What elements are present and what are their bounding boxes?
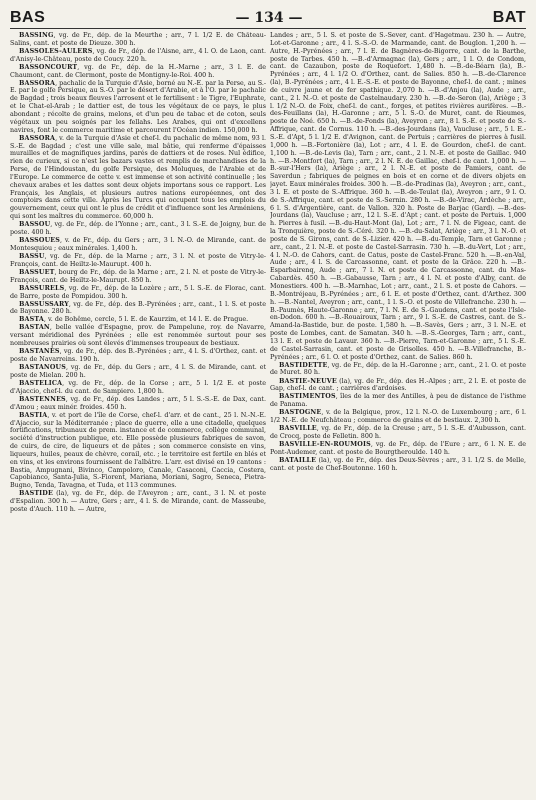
entry-text: , pachalic de la Turquie d'Asie, borné au N.-E. par la Perse, au S.-E. par le golfe Persique, au S.-O. par le désert d'Arabie, et à l'O. par le pachalic de Bagdad ; trois beaux fleuves l'arrosent et le fertilisent : le Tigre, l'Euphrate, et le Chat-el-Arab ; le dattier est, de tous les végétaux de ce pays, le plus abondant ; récolte de grains, melons, et d'un peu de tabac et de coton, seuls végétaux un peu soignés par les fellahs. Les Arabes, qui ont d'excellens navires, font le commerce maritime et parcourent l'Océan indien. 150,000 h. <box>10 79 266 134</box>
entry-headword: BASSORA <box>19 79 56 87</box>
entry-text: , vg. de Fr., dép. de la Corse ; arr., 5 l. 1/2 E. et poste d'Ajaccio, chef-l. du cant. de Sampiero. 1,800 h. <box>10 379 266 395</box>
dictionary-entry <box>10 269 266 285</box>
dictionary-entry <box>10 221 266 237</box>
dictionary-entry <box>10 412 266 490</box>
entry-headword: BASSU <box>19 252 45 260</box>
entry-headword: BASSURELS <box>19 284 65 292</box>
dictionary-entry <box>270 393 526 409</box>
entry-headword: BASTANOUS <box>19 364 66 372</box>
entry-text: , vg. de Fr., dép. de la Creuse ; arr., 5 l. S.-E. d'Aubusson, cant. de Crocq, poste de Felletin. 800 h. <box>270 425 526 440</box>
dictionary-entry <box>270 457 526 473</box>
entry-headword: BASTENNES <box>19 395 66 403</box>
page-number: — 134 — <box>235 10 303 26</box>
entry-text: , vg. de Fr., dép. des B.-Pyrénées ; arr., cant., 1 l. S. et poste de Bayonne. 280 h. <box>10 300 266 316</box>
entry-headword: BASSONCOURT <box>19 63 78 71</box>
dictionary-entry <box>10 64 266 80</box>
dictionary-entry <box>10 80 266 135</box>
entry-text: Landes ; arr., 5 l. S. et poste de S.-Sever, cant. d'Hagetmau. 230 h. — Autre, Lot-et-Garonne ; arr., 4 l. S.-S.-O. de Marmande, cant. de Bouglon. 1,200 h. — Autre, H.-Pyrénées ; arr., 7 l. E. de Bagnères-de-Bigorre, cant. de la Barthe, poste de Tarbes. 450 h. —B.-d'Armagnac (la), Gers ; arr., 1 l. O. de Condom, cant. de Cazaubon, poste de Roquefort. 1,480 h. —B.-de-Béarn (la), B.-Pyrénées ; arr., 4 l. 1/2 O. d'Orthez, cant. de Salies. 850 h. —B.-de-Clarence (la), B.-Pyrénées ; arr., 4 l. E.-S.-E. et poste de Bayonne, chef-l. de cant. ; mines de cuivre jaune et de fer spathique. 2,070 h. —B.-d'Anjou (la), Aude ; arr., cant., 2 l. N.-O. et poste de Castelnaudary. 230 h. —B.-de-Seron (la), Ariège ; 3 l. 1/2 N.-O. de Foix, chef-l. de cant., forges, et petites rivières aurifères. —B.-des-Feuillans (la), H.-Garonne ; arr., 5 l. S.-O. de Muret, cant. de Rieumes, poste de Noé. 650 h. —B.-de-Fonds (la), Aveyron ; arr., 8 l. S.-E. et poste de S.-Affrique, cant. de Cornus. 110 h. —B.-des-Jourdans (la), Vaucluse ; arr., 5 l. E.-S.-E. d'Apt, 5 l. 1/2 E. d'Avignon, cant. de Pertuis ; carrières de pierres à fusil. 1,000 h. —B.-Fortonière (la), Lot ; arr., 4 l. E. de Gourdon, chef-l. de cant. 1,100 h. —B.-de-Levis (la), Tarn ; arr., cant., 2 l. N.-E. et poste de Gaillac. 940 h. —B.-Montfort (la), Tarn ; arr., 2 l. N. E. de Gaillac, chef-l. de cant. 1,000 h. —B.-sur-l'Hers (la), Ariège ; arr., 2 l. N.-E. et poste de Pamiers, cant. de Saverdun ; fabriques de peignes en bois et en corne et de divers objets en jayet. Eaux minérales froides. 300 h. —B.-de-Pradinas (la), Aveyron ; arr., cant., 3 l. E. et poste de S.-Affrique. 360 h. —B.-de-Teulat (la), Aveyron ; arr., 9 l. O. de S.-Affrique, cant. et poste de S.-Sernin. 280 h. —B.-de-Virac, Ardèche ; arr., 6 l. S. d'Argentière, cant. de Vallon. 320 h. Poste de Barjac (Gard). —B.-des-Jourdans (la), Vaucluse ; arr., 12 l. S.-E. d'Apt ; cant. et poste de Pertuis. 1,000 h. Pierres à fusil. —B.-du-Haut-Mont (la), Lot ; arr., 7 l. N. de Figeac, cant. de la Tronquière, poste de S.-Céré. 320 h. —B.-du-Salat, Ariège ; arr., 3 l. N.-O. et poste de S. Girons, cant. de S.-Lizier. 420 h. —B.-du-Temple, Tarn et Garonne ; arr., cant., 2 l. N.-E. et poste de Castel-Sarrasin. 730 h. —B.-du-Vert, Lot ; arr., 4 l. N.-O. de Cahors, cant. de Catus, poste de Castel-Franc. 520 h. —B.-en-Val, Aude ; arr., 4 l. S. de Carcassonne, cant. et poste de la Grâce. 220 h. —B.-Esparbairenq, Aude ; arr., 7 l. N. et poste de Carcassonne, cant. du Mas-Cabardès. 450 h. —B.-Gabausse, Tarn ; arr., 4 l. N. et poste d'Alby, cant. de Monestiers. 400 h. —B.-Marnhac, Lot ; arr., cant., 2 l. S. et poste de Cahors. —B.-Montréjeau, B.-Pyrénées ; arr., 6 l. E. et poste d'Orthez, cant. d'Arthez. 300 h. —B.-Nantel, Aveyron ; arr., cant., 1 l. S.-O. et poste de Villefranche. 230 h. —B.-Paumès, Haute-Garonne ; arr., 7 l. N. E. de S.-Gaudens, cant. et poste l'Isle-en-Dodon. 600 h. —B.-Rouairoux, Tarn ; arr., 9 l. S.-E. de Castres, cant. de S.-Amand-la-Bastide, bur. de poste. 1,580 h. —B.-Savès, Gers ; arr., 3 l. N.-E. et poste de Lombes, cant. de Samatan. 340 h. —B.-S.-Georges, Tarn ; arr., cant., 13 l. E. et poste de Lavaur. 360 h. —B.-Pierre, Tarn-et-Garonne ; arr., 5 l. S.-E. de Castel-Sarrasin, cant. et poste de Grisolles. 450 h. —B.-Villefranche, B.-Pyrénées ; arr., 6 l. O. et poste d'Orthez, cant. de Salies. 860 h. <box>270 32 526 361</box>
entry-text: , vg. de Fr., dép. de la H.-Garonne ; arr., cant., 2 l. O. et poste de Muret. 80 h. <box>270 361 526 377</box>
entry-text: , v. de la Turquie d'Asie et chef-l. du pachalic de même nom, 93 l. S.-E. de Bagdad ; c'est une ville sale, mal bâtie, qui renferme d'épaisses murailles et de magnifiques jardins, parés de dattiers et de roses. Nul édifice, rien de curieux, si ce n'est les bazars vastes et remplis de marchandises de la Perse, de l'Hindoustan, du golfe Persique, des Moluques, de l'Arabie et de l'Europe. Le commerce de cette v. est immense et son activité continuelle ; les chevaux arabes et les dattes sont deux objets importans sous ce rapport. Les Français, les Anglais, et plusieurs autres nations européennes, ont des comptoirs dans cette ville. Après les Turcs qui occupent tous les emplois du gouvernement, ceux qui ont le plus de crédit et d'influence sont les Arméniens, qui sont les maîtres du commerce. 60,000 h. <box>10 134 266 221</box>
entry-text: , vg. de Fr., dép. de la Lozère ; arr., 5 l. S.-E. de Florac, cant. de Barre, poste de Pompidou. 300 h. <box>10 284 266 300</box>
dictionary-entry <box>10 237 266 253</box>
entry-headword: BASTIE-NEUVE <box>279 377 337 385</box>
dictionary-entry <box>10 490 266 514</box>
entry-headword: BASSING <box>19 32 54 39</box>
entry-text: , v. et port de l'île de Corse, chef-l. d'arr. et de cant., 25 l. N.-N.-E. d'Ajaccio, sur la Méditerranée ; place de guerre, elle a une citadelle, quelques fortifications, tribunaux de prem. instance et de commerce, collège communal, société d'instruction publique, etc. Elle possède plusieurs fabriques de savon, de cuirs, de cire, de liqueurs et de pâtes ; son commerce consiste en vins, liqueurs, huiles, peaux de chèvre, corail, etc. ; le territoire est fertile en blés et en vins, et les environs fournissent de l'albâtre. L'arr. est divisé en 19 cantons : Bastia, Ampugnani, Bivinco, Campoloro, Canale, Casaconi, Caccia, Costera, Capobianco, Santa-Julia, S.-Fiorent, Mariana, Moriani, Sagro, Seneca, Pietra-Bugno, Tenda, Tavagna, et Tuda, et 113 communes. <box>10 411 266 490</box>
entry-text: , v. de Fr., dép. du Gers ; arr., 3 l. N.-O. de Mirande, cant. de Montesquiou ; eaux minérales. 1,400 h. <box>10 237 266 252</box>
entry-headword: BASSOLES-AULERS <box>19 47 93 55</box>
entry-headword: BASSUET <box>19 268 55 276</box>
entry-text: , vg. de Fr., dép. de l'Aisne, arr., 4 l. O. de Laon, cant. d'Anisy-le-Château, poste de Coucy. 220 h. <box>10 47 266 63</box>
entry-headword: BASTIA <box>19 411 48 419</box>
dictionary-entry <box>10 396 266 412</box>
dictionary-entry <box>10 301 266 317</box>
entry-headword: BASSOUES <box>19 237 60 245</box>
entry-text: , vg. de Fr., dép. de la Meurthe ; arr., 7 l. 1/2 E. de Château-Salins, cant. et poste de Dieuze. 300 h. <box>10 32 266 47</box>
entry-text: , belle vallée d'Espagne, prov. de Pampelune, roy. de Navarre, versant méridional des Pyrénées ; elle est renommée surtout pour ses nombreuses prairies où sont élevés d'immenses troupeaux de bestiaux. <box>10 324 266 348</box>
dictionary-entry <box>270 32 526 361</box>
entry-text: , v. de Bohême, cercle, 5 l. E. de Kaurzim, et 14 l. E. de Prague. <box>43 316 249 324</box>
dictionary-entry <box>10 48 266 64</box>
entry-headword: BATAILLE <box>279 456 317 464</box>
header-right-word: BAT <box>492 9 526 26</box>
dictionary-entry <box>270 362 526 378</box>
entry-text: , vg. de Fr., dép. de l'Yonne ; arr., cant., 3 l. S.-E. de Joigny, bur. de poste. 400 h. <box>10 221 266 237</box>
dictionary-entry <box>10 324 266 348</box>
entry-headword: BASTIMENTOS <box>279 393 336 401</box>
entry-headword: BASVILLE-EN-ROUMOIS <box>279 441 371 448</box>
entry-text: , vg. de Fr., dép. des B.-Pyrénées ; arr., 4 l. S. d'Orthez, cant. et poste de Navarreins. 190 h. <box>10 348 266 364</box>
entry-text: , vg. de Fr., dép. de la Marne ; arr., 3 l. N. et poste de Vitry-le-François, cant. de Heiltz-le-Maurupt. 400 h. <box>10 252 266 268</box>
dictionary-entry <box>10 348 266 364</box>
entry-text: (la), vg. de Fr., dép. de l'Aveyron ; arr., cant., 3 l. N. et poste d'Espalion. 300 h. — Autre, Gers ; arr., 4 l. S. de Mirande, cant. de Masseube, poste d'Auch. 110 h. — Autre, <box>10 490 266 513</box>
left-column <box>10 32 266 794</box>
entry-headword: BASSORA <box>19 134 56 142</box>
entry-text: , vg. de Fr., dép. du Gers ; arr., 4 l. S. de Mirande, cant. et poste de Mielan. 200 h. <box>10 364 266 379</box>
dictionary-entry <box>10 135 266 221</box>
entry-text: , vg. de Fr., dép. de l'Eure ; arr., 6 l. N. E. de Pont-Audemer, cant. et poste de Bourgtheroulde. 140 h. <box>270 441 526 456</box>
dictionary-entry <box>10 364 266 380</box>
entry-text: , vg. de Fr., dép. des Landes ; arr., 5 l. S.-S.-E. de Dax, cant. d'Amou ; eaux minér. froides. 450 h. <box>10 395 266 411</box>
dictionary-entry <box>270 378 526 394</box>
entry-text: (la), vg. de Fr., dép. des Deux-Sèvres ; arr., 3 l. 1/2 S. de Melle, cant. et poste de Chef-Boutonne. 160 h. <box>270 456 526 472</box>
entry-text: , vg. de Fr., dép. de la H.-Marne ; arr., 3 l. E. de Chaumont, cant. de Clermont, poste de Montigny-le-Roi. 400 h. <box>10 63 266 79</box>
entry-headword: BASTELICA <box>19 379 63 387</box>
right-column <box>270 32 526 794</box>
entry-text: , bourg de Fr., dép. de la Marne ; arr., 2 l. N. et poste de Vitry-le-François, cant. de Heiltz-le-Maurupt. 850 h. <box>10 268 266 284</box>
dictionary-entry <box>10 253 266 269</box>
dictionary-entry <box>10 32 266 48</box>
dictionary-entry <box>10 285 266 301</box>
entry-headword: BASTIDE <box>19 490 53 498</box>
header-left-word: BAS <box>10 9 46 26</box>
entry-headword: BASTIDETTE <box>279 361 328 369</box>
page-header <box>10 8 526 29</box>
entry-headword: BASVILLE <box>279 425 317 433</box>
dictionary-entry <box>270 409 526 425</box>
entry-headword: BASTANÈS <box>19 348 60 356</box>
entry-headword: BASSOU <box>19 221 51 229</box>
dictionary-entry <box>10 380 266 396</box>
entry-text: , îles de la mer des Antilles, à peu de distance de l'isthme de Panama. <box>270 393 526 409</box>
entry-headword: BASTOGNE <box>279 409 322 417</box>
entry-headword: BASTA <box>19 316 44 324</box>
dictionary-entry <box>270 441 526 457</box>
entry-headword: BASSUSSARY <box>19 300 69 308</box>
entry-headword: BASTAN <box>19 324 50 332</box>
entry-text: (la), vg. de Fr., dép. des H.-Alpes ; arr., 2 l. E. et poste de Gap, chef-l. de cant. ; carrières d'ardoises. <box>270 377 526 393</box>
entry-text: , v. de la Belgique, prov., 12 l. N.-O. de Luxembourg ; arr., 6 l. 1/2 N.-E. de Neufchâteau ; commerce de grains et de bestiaux. 2,300 h. <box>270 409 526 425</box>
dictionary-entry <box>270 425 526 441</box>
